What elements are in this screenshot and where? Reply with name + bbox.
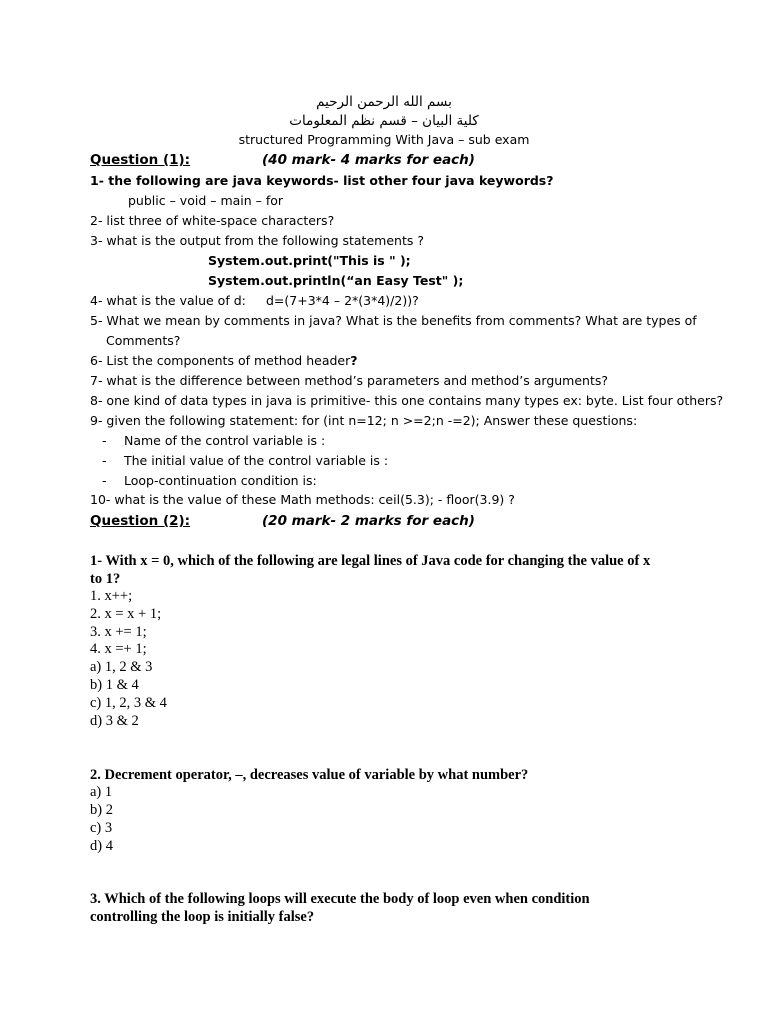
q2-item-1-stem-continued: to 1? xyxy=(90,571,121,587)
q2-item-3-stem-continued: controlling the loop is initially false? xyxy=(90,909,315,925)
question-2-marks: (20 mark- 2 marks for each) xyxy=(262,513,475,529)
bullet-dash: - xyxy=(102,473,107,488)
q1-item-4: 4- what is the value of d: xyxy=(90,293,246,308)
q1-item-1-keywords: public – void – main – for xyxy=(128,193,284,208)
q2-item-1-line: 1. x++; xyxy=(90,588,133,604)
bullet-dash: - xyxy=(102,433,107,448)
q1-item-5-continued: Comments? xyxy=(106,333,181,348)
q2-item-1-line: 4. x =+ 1; xyxy=(90,641,147,657)
q1-item-6-text: 6- List the components of method header xyxy=(90,353,351,368)
q1-item-4-expression: d=(7+3*4 – 2*(3*4)/2))? xyxy=(266,293,419,308)
q2-item-1-option: c) 1, 2, 3 & 4 xyxy=(90,695,167,711)
q2-item-2-option: b) 2 xyxy=(90,802,113,818)
college-department: كلية البيان – قسم نظم المعلومات xyxy=(289,113,479,129)
q2-item-2-stem: 2. Decrement operator, –, decreases value of variable by what number? xyxy=(90,767,529,783)
q1-item-6-question-mark: ? xyxy=(350,353,358,368)
q1-item-3-code-line-1: System.out.print("This is " ); xyxy=(208,253,411,268)
q1-item-9-bullet xyxy=(102,431,325,451)
exam-title: structured Programming With Java – sub exam xyxy=(238,132,530,147)
q1-item-8: 8- one kind of data types in java is primitive- this one contains many types ex: byte. List four others? xyxy=(90,393,724,408)
q2-item-2-option: c) 3 xyxy=(90,820,113,836)
q1-item-9-bullet xyxy=(102,471,317,491)
q2-item-1-line: 3. x += 1; xyxy=(90,624,147,640)
question-2-label: Question (2): xyxy=(90,513,191,529)
q2-item-1-option: a) 1, 2 & 3 xyxy=(90,659,153,675)
q1-item-2: 2- list three of white-space characters? xyxy=(90,213,335,228)
q1-item-5: 5- What we mean by comments in java? What is the benefits from comments? What are types of xyxy=(90,313,697,328)
q1-item-3: 3- what is the output from the following statements ? xyxy=(90,233,424,248)
q1-item-6 xyxy=(90,351,358,371)
q2-item-1-option: d) 3 & 2 xyxy=(90,713,139,729)
q1-item-9: 9- given the following statement: for (int n=12; n >=2;n -=2); Answer these questions: xyxy=(90,413,638,428)
q2-item-1-option: b) 1 & 4 xyxy=(90,677,139,693)
q1-item-9-bullet-text: Name of the control variable is : xyxy=(124,433,326,448)
q2-item-1-stem: 1- With x = 0, which of the following are legal lines of Java code for changing the value of x xyxy=(90,553,651,569)
bullet-dash: - xyxy=(102,453,107,468)
q1-item-3-code-line-2: System.out.println(“an Easy Test" ); xyxy=(208,273,464,288)
q2-item-3-stem: 3. Which of the following loops will execute the body of loop even when condition xyxy=(90,891,590,907)
q1-item-7: 7- what is the difference between method’s parameters and method’s arguments? xyxy=(90,373,609,388)
basmala: بسم الله الرحمن الرحيم xyxy=(316,94,452,110)
q1-item-9-bullet-text: Loop-continuation condition is: xyxy=(124,473,317,488)
q1-item-10: 10- what is the value of these Math methods: ceil(5.3); - floor(3.9) ? xyxy=(90,492,515,507)
q2-item-2-option: a) 1 xyxy=(90,784,113,800)
q1-item-1: 1- the following are java keywords- list other four java keywords? xyxy=(90,173,554,188)
q1-item-9-bullet xyxy=(102,451,388,471)
q1-item-9-bullet-text: The initial value of the control variable is : xyxy=(124,453,389,468)
q2-item-1-line: 2. x = x + 1; xyxy=(90,606,162,622)
q2-item-2-option: d) 4 xyxy=(90,838,113,854)
question-1-label: Question (1): xyxy=(90,152,191,168)
question-1-marks: (40 mark- 4 marks for each) xyxy=(262,152,475,168)
